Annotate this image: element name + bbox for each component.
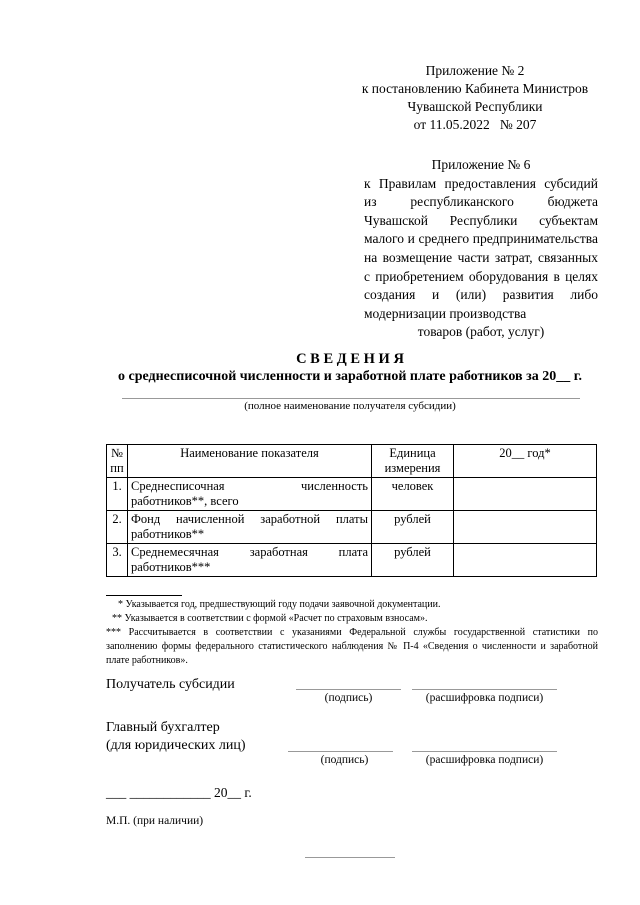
row-unit: рублей (372, 511, 454, 544)
table-header-row (107, 445, 597, 478)
accountant-label-note: (для юридических лиц) (106, 738, 246, 753)
accountant-signature-line[interactable] (288, 751, 393, 752)
accountant-label: Главный бухгалтер (106, 720, 220, 735)
header-unit: Единица измерения (372, 445, 454, 478)
row-value-cell[interactable] (454, 511, 597, 544)
accountant-decode-line[interactable] (412, 751, 557, 752)
row-value-cell[interactable] (454, 478, 597, 511)
appendix-2-date: от 11.05.2022 № 207 (413, 117, 537, 132)
decode-hint: (расшифровка подписи) (425, 754, 544, 766)
row-indicator: Среднемесячная заработная плата работников*** (128, 544, 372, 577)
table-row (107, 544, 597, 577)
header-indicator: Наименование показателя (128, 445, 372, 478)
row-indicator: Фонд начисленной заработной платы работников** (128, 511, 372, 544)
table-row (107, 478, 597, 511)
closing-separator (305, 857, 395, 858)
row-unit: рублей (372, 544, 454, 577)
row-unit: человек (372, 478, 454, 511)
appendix-2-line: к постановлению Кабинета Министров (361, 81, 589, 96)
row-number: 2. (107, 511, 128, 544)
signature-hint: (подпись) (320, 754, 369, 766)
row-number: 3. (107, 544, 128, 577)
recipient-signature-line[interactable] (296, 689, 401, 690)
footnote-1: * Указывается год, предшествующий году подачи заявочной документации. (118, 599, 441, 610)
footnotes (106, 598, 598, 668)
appendix-6-block (364, 156, 598, 342)
header-year: 20__ год* (454, 445, 597, 478)
footnote-separator (106, 595, 182, 596)
stamp-label: М.П. (при наличии) (106, 815, 204, 827)
decode-hint: (расшифровка подписи) (425, 692, 544, 704)
recipient-name-line[interactable] (122, 398, 580, 399)
recipient-decode-line[interactable] (412, 689, 557, 690)
signature-hint: (подпись) (324, 692, 373, 704)
document-title: С В Е Д Е Н И Я (296, 351, 404, 367)
footnote-3: *** Рассчитывается в соответствии с указаниями Федеральной службы государственной статистики по заполнению формы федерального статистического наблюдения № П-4 «Сведения о численности и заработной плате работников». (106, 627, 598, 666)
appendix-6-last-line: товаров (работ, услуг) (417, 324, 545, 340)
appendix-2-line: Чувашской Республики (407, 99, 543, 114)
appendix-2-title: Приложение № 2 (425, 63, 525, 78)
row-indicator: Среднесписочная численность работников**, всего (128, 478, 372, 511)
appendix-6-title: Приложение № 6 (431, 157, 531, 172)
table-row (107, 511, 597, 544)
footnote-2: ** Указывается в соответствии с формой «Расчет по страховым взносам». (112, 613, 428, 624)
row-number: 1. (107, 478, 128, 511)
document-subtitle: о среднесписочной численности и заработной плате работников за 20__ г. (117, 369, 583, 384)
appendix-2-block (340, 62, 610, 134)
recipient-label: Получатель субсидии (106, 677, 235, 692)
date-line[interactable]: ___ ____________ 20__ г. (106, 785, 252, 800)
header-number: № пп (107, 445, 128, 478)
row-value-cell[interactable] (454, 544, 597, 577)
appendix-6-body: к Правилам предоставления субсидий из республиканского бюджета Чувашской Республики субъектам малого и среднего предпринимательства на возмещение части затрат, связанных с приобретением оборудования в целях создания и (или) развития либо модернизации производства (364, 175, 598, 321)
indicators-table (106, 444, 597, 577)
recipient-name-caption: (полное наименование получателя субсидии) (244, 400, 456, 412)
